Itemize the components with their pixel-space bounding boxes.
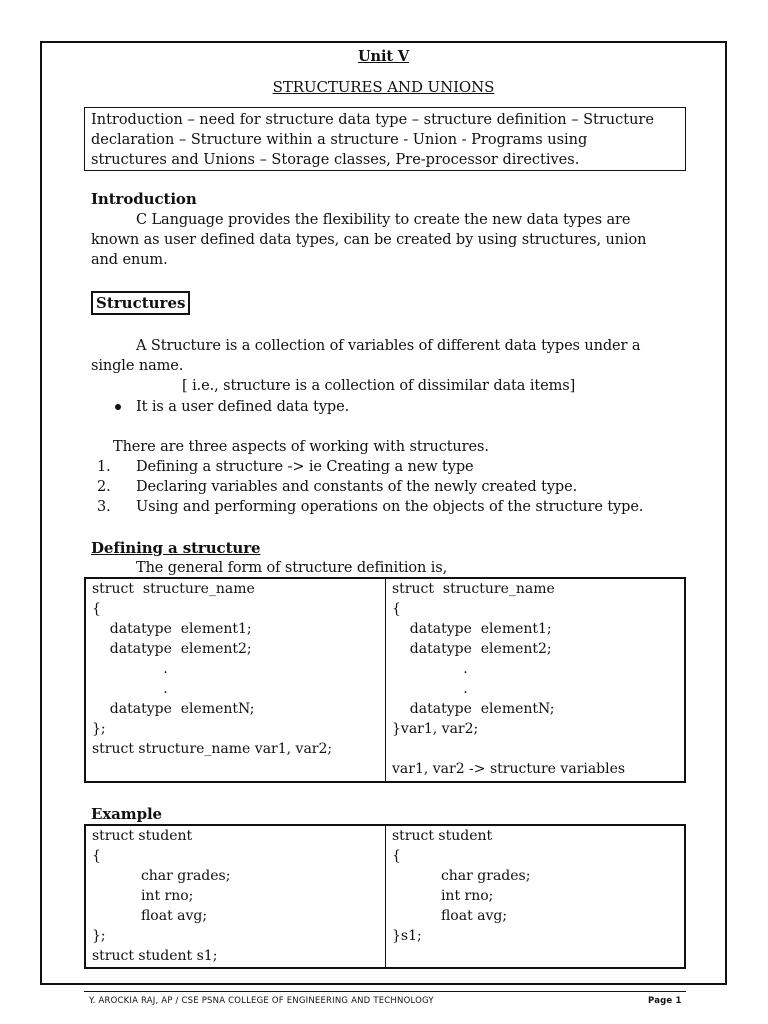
- code-line: datatype element1;: [392, 621, 552, 637]
- example-left-cell: [85, 825, 386, 968]
- code-line: var1, var2 -> structure variables: [392, 761, 626, 777]
- aspect-number: 3.: [97, 499, 111, 515]
- example-table: [84, 824, 686, 969]
- intro-heading: Introduction: [91, 190, 197, 208]
- code-line: {: [392, 848, 401, 864]
- aspect-number: 2.: [97, 479, 111, 495]
- code-line: int rno;: [92, 888, 194, 904]
- code-line: struct student: [392, 828, 493, 844]
- code-line: {: [92, 601, 101, 617]
- code-line: [392, 739, 684, 759]
- code-line: char grades;: [392, 868, 531, 884]
- structures-para-line: single name.: [91, 358, 184, 374]
- code-line: datatype element1;: [92, 621, 252, 637]
- definition-right-cell: [386, 578, 686, 782]
- structures-note: [ i.e., structure is a collection of dissimilar data items]: [182, 378, 576, 394]
- code-line: .: [92, 661, 168, 677]
- topics-line: declaration – Structure within a structure - Union - Programs using: [91, 132, 588, 148]
- chapter-title: STRUCTURES AND UNIONS: [272, 78, 495, 96]
- bullet-text: It is a user defined data type.: [136, 399, 350, 415]
- code-line: }var1, var2;: [392, 721, 479, 737]
- code-line: struct structure_name: [92, 581, 255, 597]
- code-line: float avg;: [92, 908, 208, 924]
- code-line: float avg;: [392, 908, 508, 924]
- intro-line: C Language provides the flexibility to create the new data types are: [136, 212, 631, 228]
- code-line: datatype elementN;: [92, 701, 255, 717]
- code-line: }s1;: [392, 928, 422, 944]
- code-line: .: [392, 661, 468, 677]
- aspect-text: Declaring variables and constants of the newly created type.: [136, 479, 578, 495]
- structures-para-line: A Structure is a collection of variables of different data types under a: [136, 338, 641, 354]
- code-line: struct structure_name: [392, 581, 555, 597]
- code-line: };: [92, 721, 106, 737]
- aspects-intro: There are three aspects of working with structures.: [113, 439, 489, 455]
- defining-intro: The general form of structure definition is,: [136, 560, 448, 576]
- code-line: .: [392, 681, 468, 697]
- intro-line: known as user defined data types, can be created by using structures, union: [91, 232, 647, 248]
- definition-left-cell: [85, 578, 386, 782]
- structures-heading: Structures: [91, 291, 190, 315]
- code-line: datatype element2;: [392, 641, 552, 657]
- footer-rule: [84, 991, 686, 992]
- topics-line: Introduction – need for structure data type – structure definition – Structure: [91, 112, 654, 128]
- topics-box: [84, 107, 686, 171]
- code-line: struct structure_name var1, var2;: [92, 741, 333, 757]
- unit-title: Unit V: [357, 48, 410, 65]
- code-line: char grades;: [92, 868, 231, 884]
- code-line: datatype element2;: [92, 641, 252, 657]
- footer-page: Page 1: [648, 996, 682, 1006]
- code-line: };: [92, 928, 106, 944]
- code-line: struct student: [92, 828, 193, 844]
- intro-line: and enum.: [91, 252, 168, 268]
- code-line: {: [392, 601, 401, 617]
- aspect-text: Using and performing operations on the objects of the structure type.: [136, 499, 644, 515]
- example-right-cell: [386, 825, 686, 968]
- aspect-text: Defining a structure -> ie Creating a new type: [136, 459, 474, 475]
- defining-heading: Defining a structure: [91, 539, 261, 557]
- topics-line: structures and Unions – Storage classes, Pre-processor directives.: [91, 152, 580, 168]
- aspect-number: 1.: [97, 459, 111, 475]
- example-heading: Example: [91, 805, 162, 823]
- code-line: {: [92, 848, 101, 864]
- footer-author: Y. AROCKIA RAJ, AP / CSE PSNA COLLEGE OF ENGINEERING AND TECHNOLOGY: [89, 996, 434, 1006]
- code-line: datatype elementN;: [392, 701, 555, 717]
- code-line: .: [92, 681, 168, 697]
- bullet-icon: [115, 404, 121, 410]
- definition-table: [84, 577, 686, 783]
- code-line: int rno;: [392, 888, 494, 904]
- code-line: struct student s1;: [92, 948, 218, 964]
